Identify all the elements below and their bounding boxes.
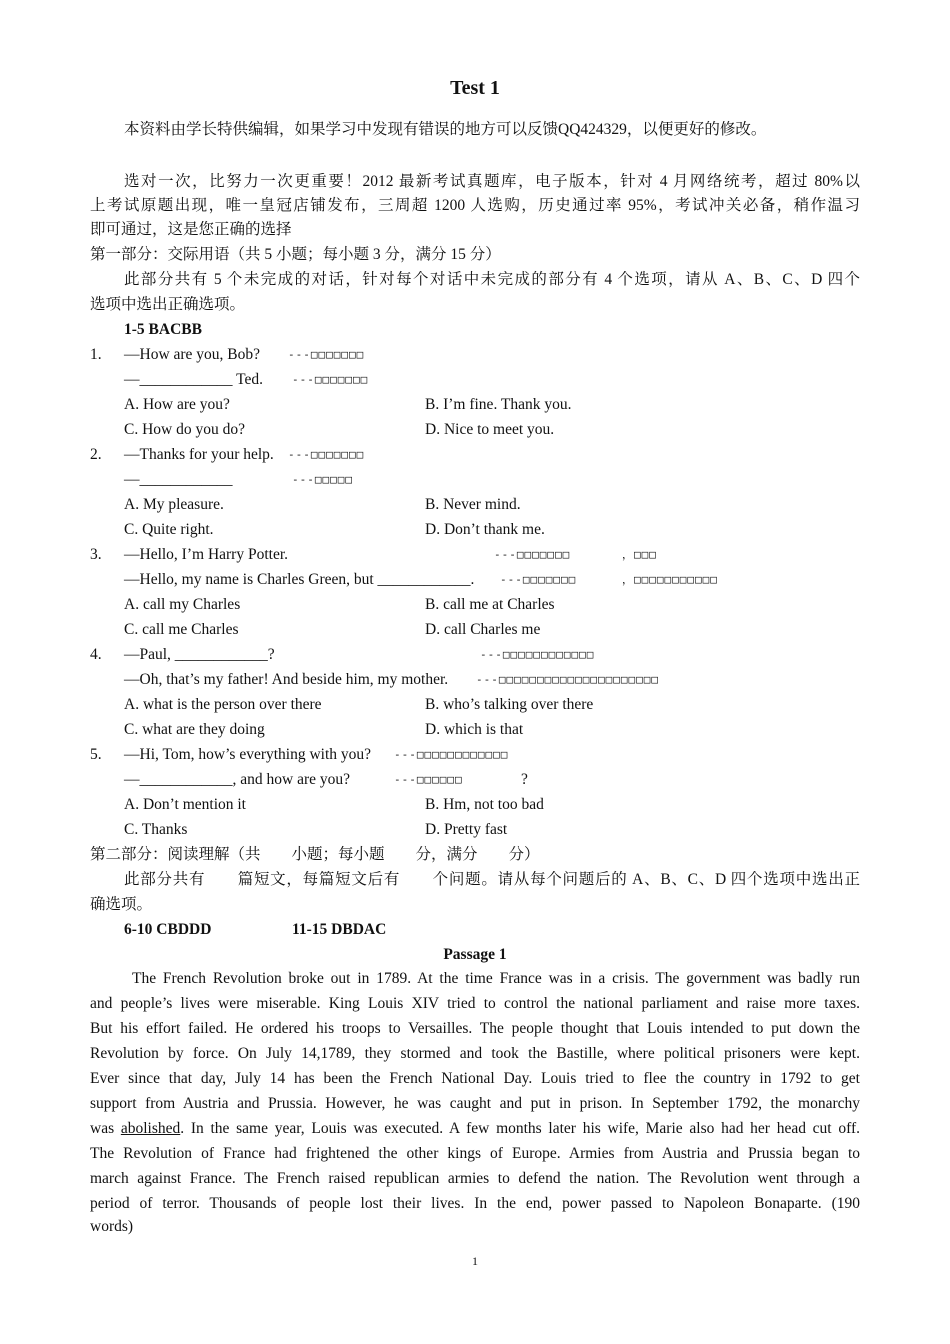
option-b: B. who’s talking over there: [425, 696, 594, 713]
option-d: D. Nice to meet you.: [425, 421, 555, 438]
option-c: C. call me Charles: [124, 621, 239, 638]
option-c: C. Quite right.: [124, 521, 214, 538]
option-d: D. which is that: [425, 721, 524, 738]
question-number: 4.: [90, 646, 102, 663]
passage-line-1: The French Revolution broke out in 1789. At the time France was in a crisis. The government was badly run: [132, 970, 860, 987]
option-b: B. Hm, not too bad: [425, 796, 544, 813]
part2-instruction-line-2: 确选项。: [90, 896, 153, 913]
question-number: 2.: [90, 446, 102, 463]
part2-instruction-line-1: 此部分共有 篇短文，每篇短文后有 个问题。请从每个问题后的 A、B、C、D 四个选项中选出正: [124, 871, 860, 888]
option-c: C. what are they doing: [124, 721, 265, 738]
passage-line-6: support from Austria and Prussia. However, he was caught and put in prison. In September 1792, the monarchy: [90, 1095, 860, 1112]
option-a: A. call my Charles: [124, 596, 241, 613]
passage-line-10: period of terror. Thousands of people lost their lives. In the end, power passed to Napoleon Bonaparte. (190: [90, 1195, 860, 1212]
garbled-gloss: ---□□□□□□□: [288, 348, 365, 361]
passage-title: Passage 1: [443, 946, 507, 963]
garbled-gloss: ，□□□□□□□□□□□: [622, 573, 718, 586]
part2-answer-key-2: 11-15 DBDAC: [292, 921, 387, 938]
dialogue-line: —Paul, ____________?: [124, 646, 275, 663]
question-number: 5.: [90, 746, 102, 763]
part1-answer-key: 1-5 BACBB: [124, 321, 202, 338]
page-number: 1: [472, 1254, 478, 1268]
passage-line-2: and people’s lives were miserable. King Louis XIV tried to control the national parliament and raise more taxes.: [90, 995, 860, 1012]
option-d: D. Pretty fast: [425, 821, 508, 838]
intro-paragraph-line-3: 即可通过，这是您正确的选择: [90, 221, 292, 238]
garbled-gloss: ---□□□□□□□: [494, 548, 571, 561]
underlined-word: abolished: [120, 1120, 181, 1137]
part1-heading: 第一部分：交际用语（共 5 小题；每小题 3 分，满分 15 分）: [90, 246, 501, 263]
part1-instruction-line-2: 选项中选出正确选项。: [90, 296, 246, 313]
dialogue-line: —How are you, Bob?: [124, 346, 261, 363]
dialogue-line: —____________: [124, 471, 233, 488]
dialogue-line: —Thanks for your help.: [124, 446, 274, 463]
part2-answer-key-1: 6-10 CBDDD: [124, 921, 212, 938]
garbled-gloss: ---□□□□□□□□□□□□□□□□□□□□□: [476, 673, 659, 686]
garbled-gloss: ?: [521, 771, 528, 788]
option-d: D. call Charles me: [425, 621, 541, 638]
dialogue-line: —____________, and how are you?: [124, 771, 350, 788]
dialogue-line: —Hello, my name is Charles Green, but ____________.: [124, 571, 475, 588]
option-a: A. what is the person over there: [124, 696, 322, 713]
garbled-gloss: ---□□□□□: [292, 473, 353, 486]
option-b: B. I’m fine. Thank you.: [425, 396, 572, 413]
garbled-gloss: ---□□□□□□□: [500, 573, 577, 586]
passage-line-8: The Revolution of France had frightened the other kings of Europe. Armies from Austria and Prussia began to: [90, 1145, 860, 1162]
garbled-gloss: ---□□□□□□□: [288, 448, 365, 461]
passage-text: was: [90, 1120, 121, 1137]
garbled-gloss: ，□□□: [622, 548, 657, 561]
option-c: C. How do you do?: [124, 421, 245, 438]
option-c: C. Thanks: [124, 821, 188, 838]
question-number: 1.: [90, 346, 102, 363]
dialogue-line: —Oh, that’s my father! And beside him, my mother.: [124, 671, 449, 688]
passage-line-4: Revolution by force. On July 14,1789, they stormed and took the Bastille, where political prisoners were kept.: [90, 1045, 860, 1062]
part1-instruction-line-1: 此部分共有 5 个未完成的对话，针对每个对话中未完成的部分有 4 个选项，请从 A、B、C、D 四个: [124, 271, 860, 288]
option-a: A. Don’t mention it: [124, 796, 246, 813]
page-title: Test 1: [450, 77, 500, 99]
garbled-gloss: ---□□□□□□□□□□□□: [480, 648, 595, 661]
passage-text: . In the same year, Louis was executed. A few months later his wife, Marie also had her head cut off.: [180, 1120, 860, 1137]
passage-line-5: Ever since that day, July 14 has been the French National Day. Louis tried to flee the country in 1792 to get: [90, 1070, 860, 1087]
dialogue-line: —Hi, Tom, how’s everything with you?: [124, 746, 372, 763]
garbled-gloss: ---□□□□□□□□□□□□: [394, 748, 509, 761]
dialogue-line: —____________ Ted.: [124, 371, 263, 388]
garbled-gloss: ---□□□□□□□: [292, 373, 369, 386]
passage-line-9: march against France. The French raised republican armies to defend the nation. The Revolution went through a: [90, 1170, 860, 1187]
question-number: 3.: [90, 546, 102, 563]
option-b: B. call me at Charles: [425, 596, 555, 613]
intro-note: 本资料由学长特供编辑，如果学习中发现有错误的地方可以反馈QQ424329，以便更好的修改。: [124, 121, 767, 138]
dialogue-line: —Hello, I’m Harry Potter.: [124, 546, 289, 563]
option-b: B. Never mind.: [425, 496, 521, 513]
intro-paragraph-line-1: 选对一次，比努力一次更重要！2012 最新考试真题库，电子版本，针对 4 月网络统考，超过 80%以: [124, 173, 860, 190]
option-a: A. My pleasure.: [124, 496, 224, 513]
passage-line-11: words): [90, 1218, 134, 1235]
passage-line-3: But his effort failed. He ordered his troops to Versailles. The people thought that Louis intended to put down the: [90, 1020, 860, 1037]
garbled-gloss: ---□□□□□□: [394, 773, 463, 786]
part2-heading: 第二部分：阅读理解（共 小题；每小题 分，满分 分）: [90, 846, 540, 863]
passage-line-7: [90, 1119, 860, 1139]
option-d: D. Don’t thank me.: [425, 521, 545, 538]
option-a: A. How are you?: [124, 396, 230, 413]
intro-paragraph-line-2: 上考试原题出现，唯一皇冠店铺发布，三周超 1200 人选购，历史通过率 95%，考试冲关必备，稍作温习: [90, 197, 860, 214]
